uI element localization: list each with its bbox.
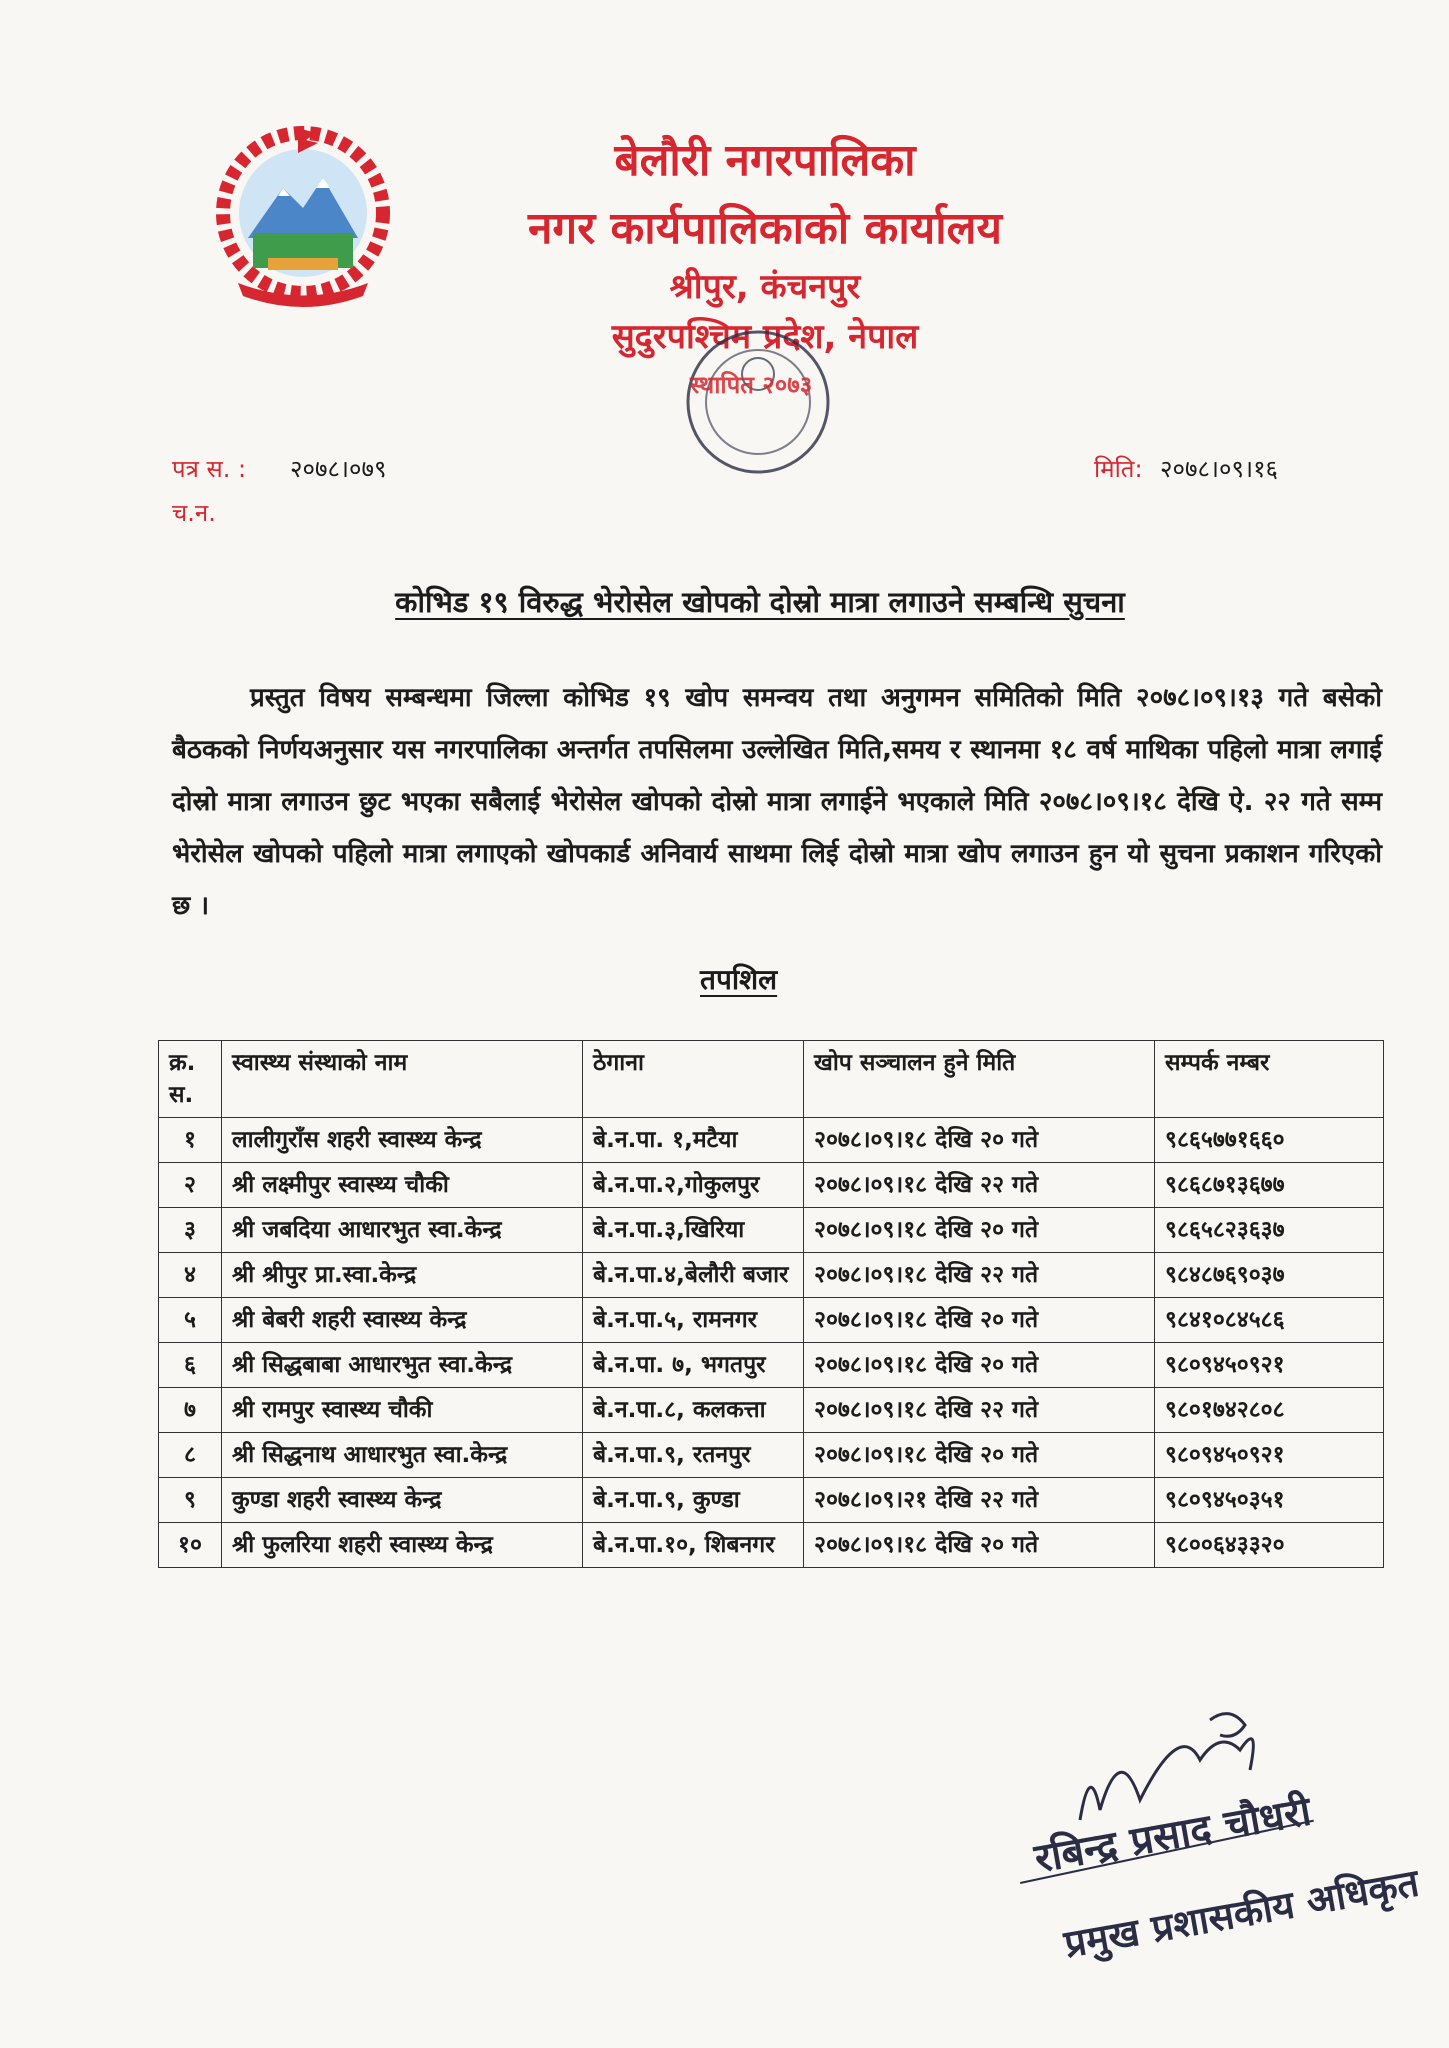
letter-ref-label: पत्र स. : <box>172 455 247 483</box>
row-address: बे.न.पा.४,बेलौरी बजार <box>583 1253 804 1298</box>
table-row <box>159 1433 1384 1478</box>
table-row <box>159 1118 1384 1163</box>
table-row <box>159 1478 1384 1523</box>
address-line-1: श्रीपुर, कंचनपुर <box>669 267 861 307</box>
signatory-name: रबिन्द्र प्रसाद चौधरी <box>1031 1787 1315 1883</box>
table-row <box>159 1253 1384 1298</box>
row-contact: ९८६५८२३६३७ <box>1155 1208 1384 1253</box>
municipality-name: बेलौरी नगरपालिका <box>614 135 916 186</box>
row-contact: ९८६८७१३६७७ <box>1155 1163 1384 1208</box>
row-sn: ३ <box>159 1208 222 1253</box>
row-address: बे.न.पा.२,गोकुलपुर <box>583 1163 804 1208</box>
row-address: बे.न.पा.९, रतनपुर <box>583 1433 804 1478</box>
row-date: २०७८।०९।१८ देखि २२ गते <box>804 1163 1155 1208</box>
row-institution: श्री लक्ष्मीपुर स्वास्थ्य चौकी <box>222 1163 583 1208</box>
row-institution: कुण्डा शहरी स्वास्थ्य केन्द्र <box>222 1478 583 1523</box>
date-label: मिति: <box>1094 455 1143 483</box>
office-name: नगर कार्यपालिकाको कार्यालय <box>528 203 1002 254</box>
dispatch-number-label: च.न. <box>172 499 216 527</box>
row-institution: श्री बेबरी शहरी स्वास्थ्य केन्द्र <box>222 1298 583 1343</box>
row-institution: लालीगुराँस शहरी स्वास्थ्य केन्द्र <box>222 1118 583 1163</box>
established-year: स्थापित २०७३ <box>690 371 813 399</box>
row-contact: ९८४८७६९०३७ <box>1155 1253 1384 1298</box>
notice-subject: कोभिड १९ विरुद्ध भेरोसेल खोपको दोस्रो मात्रा लगाउने सम्बन्धि सुचना <box>395 585 1125 619</box>
vaccination-schedule-table <box>158 1040 1384 1568</box>
row-address: बे.न.पा.३,खिरिया <box>583 1208 804 1253</box>
row-institution: श्री सिद्धबाबा आधारभुत स्वा.केन्द्र <box>222 1343 583 1388</box>
row-date: २०७८।०९।१८ देखि २० गते <box>804 1298 1155 1343</box>
row-sn: २ <box>159 1163 222 1208</box>
letter-ref-number: २०७८।०७९ <box>290 455 387 483</box>
row-contact: ९८४१०८४५८६ <box>1155 1298 1384 1343</box>
row-date: २०७८।०९।१८ देखि २० गते <box>804 1523 1155 1568</box>
row-sn: ७ <box>159 1388 222 1433</box>
table-row <box>159 1343 1384 1388</box>
col-header-sn: क्र. स. <box>159 1041 222 1118</box>
row-sn: १ <box>159 1118 222 1163</box>
table-header-row <box>159 1041 1384 1118</box>
row-contact: ९८०९४५०९२१ <box>1155 1433 1384 1478</box>
col-header-date: खोप सञ्चालन हुने मिति <box>804 1041 1155 1118</box>
row-date: २०७८।०९।१८ देखि २० गते <box>804 1208 1155 1253</box>
row-date: २०७८।०९।१८ देखि २० गते <box>804 1343 1155 1388</box>
row-sn: १० <box>159 1523 222 1568</box>
row-address: बे.न.पा.९, कुण्डा <box>583 1478 804 1523</box>
table-row <box>159 1523 1384 1568</box>
row-address: बे.न.पा.५, रामनगर <box>583 1298 804 1343</box>
row-institution: श्री जबदिया आधारभुत स्वा.केन्द्र <box>222 1208 583 1253</box>
row-address: बे.न.पा. ७, भगतपुर <box>583 1343 804 1388</box>
row-date: २०७८।०९।१८ देखि २० गते <box>804 1433 1155 1478</box>
row-sn: ९ <box>159 1478 222 1523</box>
row-contact: ९८६५७७१६६० <box>1155 1118 1384 1163</box>
table-row <box>159 1163 1384 1208</box>
signatory-title: प्रमुख प्रशासकीय अधिकृत <box>1060 1859 1423 1967</box>
office-stamp-seal <box>668 312 848 492</box>
row-date: २०७८।०९।२१ देखि २२ गते <box>804 1478 1155 1523</box>
row-institution: श्री रामपुर स्वास्थ्य चौकी <box>222 1388 583 1433</box>
row-institution: श्री फुलरिया शहरी स्वास्थ्य केन्द्र <box>222 1523 583 1568</box>
col-header-contact: सम्पर्क नम्बर <box>1155 1041 1384 1118</box>
notice-body: प्रस्तुत विषय सम्बन्धमा जिल्ला कोभिड १९ खोप समन्वय तथा अनुगमन समितिको मिति २०७८।०९।१३ गते बसेको बैठकको निर्णयअनुसार यस नगरपालिका अन्तर्गत तपसिलमा उल्लेखित मिति,समय र स्थानमा १८ वर्ष माथिका पहिलो मात्रा लगाई दोस्रो मात्रा लगाउन छुट भएका सबैलाई भेरोसेल खोपको दोस्रो मात्रा लगाईने भएकाले मिति २०७८।०९।१८ देखि ऐ. २२ गते सम्म भेरोसेल खोपको पहिलो मात्रा लगाएको खोपकार्ड अनिवार्य साथमा लिई दोस्रो मात्रा खोप लगाउन हुन यो सुचना प्रकाशन गरिएको छ । <box>172 683 1382 921</box>
table-row <box>159 1208 1384 1253</box>
row-institution: श्री सिद्धनाथ आधारभुत स्वा.केन्द्र <box>222 1433 583 1478</box>
table-row <box>159 1388 1384 1433</box>
row-contact: ९८०९४५०९२१ <box>1155 1343 1384 1388</box>
row-date: २०७८।०९।१८ देखि २२ गते <box>804 1253 1155 1298</box>
row-address: बे.न.पा. १,मटैया <box>583 1118 804 1163</box>
col-header-institution: स्वास्थ्य संस्थाको नाम <box>222 1041 583 1118</box>
row-contact: ९८०१७४२८०८ <box>1155 1388 1384 1433</box>
row-contact: ९८००६४३३२० <box>1155 1523 1384 1568</box>
row-sn: ५ <box>159 1298 222 1343</box>
row-address: बे.न.पा.८, कलकत्ता <box>583 1388 804 1433</box>
row-sn: ८ <box>159 1433 222 1478</box>
row-sn: ४ <box>159 1253 222 1298</box>
schedule-title: तपशिल <box>700 963 778 996</box>
table-row <box>159 1298 1384 1343</box>
row-address: बे.न.पा.१०, शिबनगर <box>583 1523 804 1568</box>
row-sn: ६ <box>159 1343 222 1388</box>
col-header-address: ठेगाना <box>583 1041 804 1118</box>
row-contact: ९८०९४५०३५१ <box>1155 1478 1384 1523</box>
row-date: २०७८।०९।१८ देखि २२ गते <box>804 1388 1155 1433</box>
row-date: २०७८।०९।१८ देखि २० गते <box>804 1118 1155 1163</box>
row-institution: श्री श्रीपुर प्रा.स्वा.केन्द्र <box>222 1253 583 1298</box>
address-line-2: सुदुरपश्चिम प्रदेश, नेपाल <box>611 317 919 357</box>
nepal-emblem-logo <box>198 118 408 308</box>
date-value: २०७८।०९।१६ <box>1160 455 1279 483</box>
